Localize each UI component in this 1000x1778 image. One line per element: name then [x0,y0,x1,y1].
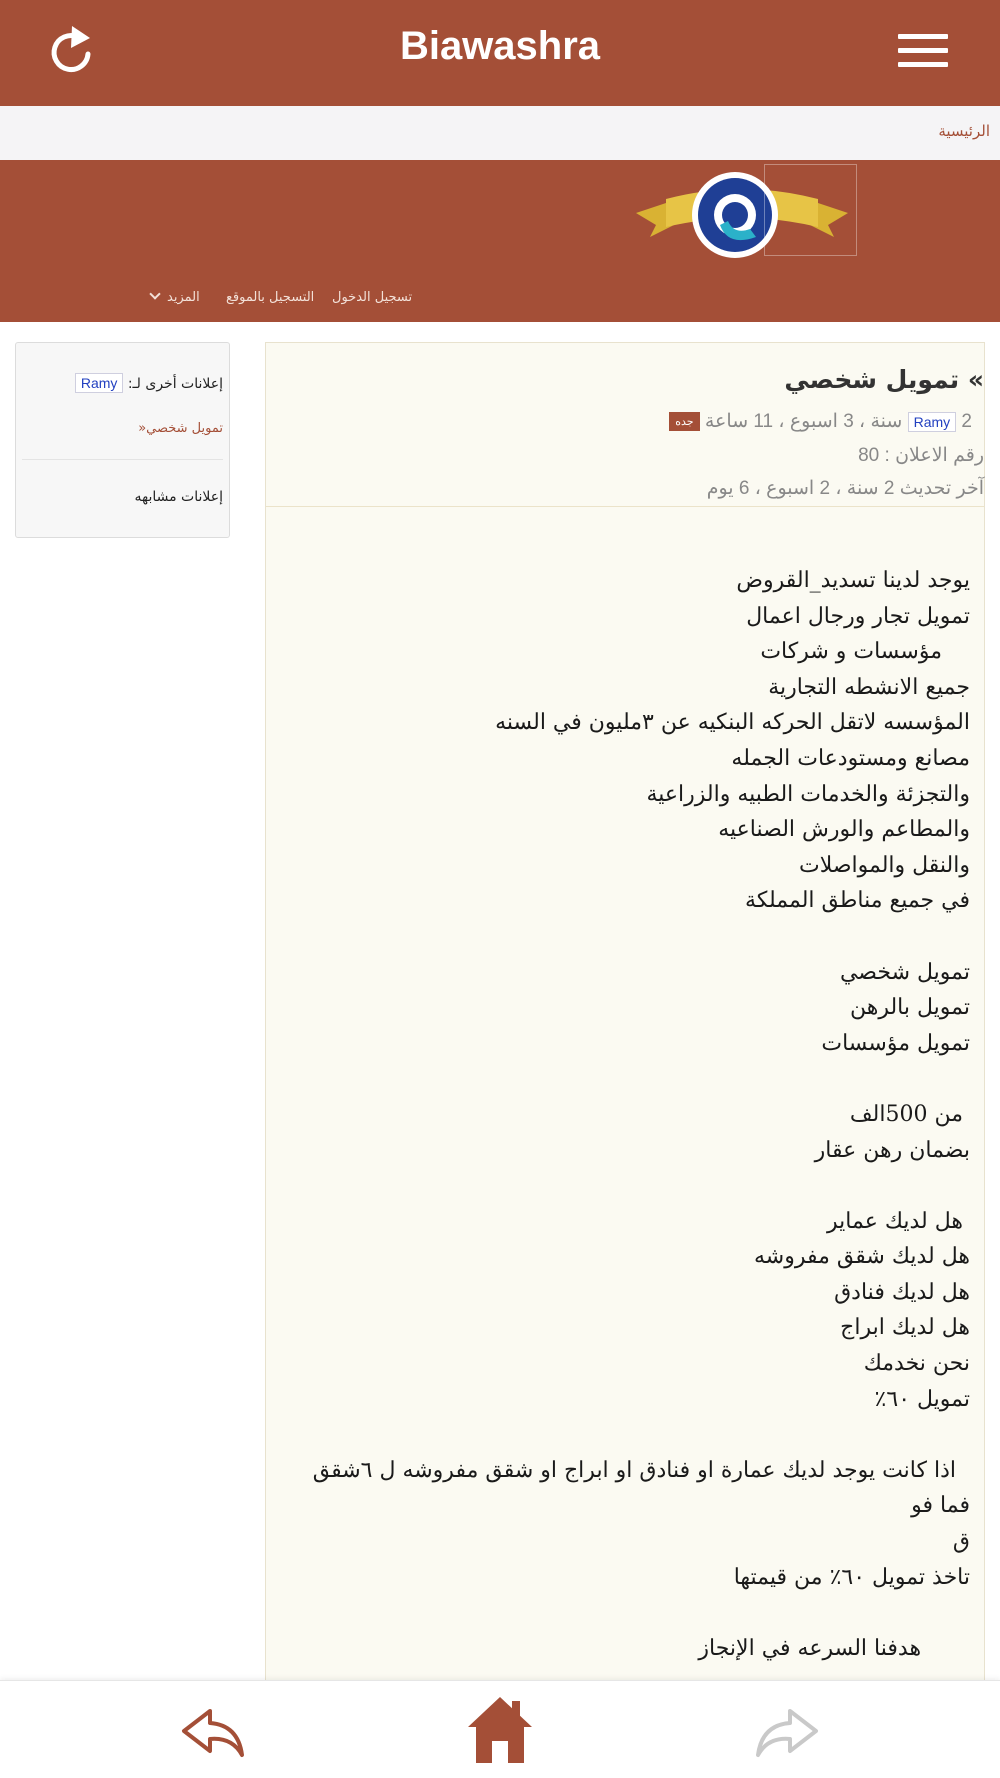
ad-body [286,563,970,1666]
ad-body-line: تمويل تجار ورجال اعمال [746,603,970,629]
ad-body-line: تمويل شخصي [839,959,970,985]
ad-body-line: والتجزئة والخدمات الطبيه والزراعية [646,781,970,807]
ad-body-line: تمويل ٦٠٪ [874,1386,970,1412]
ad-body-line [286,1595,970,1631]
ad-body-line: تمويل مؤسسات [821,1030,970,1056]
chevron-down-icon [149,288,160,299]
ad-body-line: جميع الانشطه التجارية [768,674,970,700]
sidebar-ad-link[interactable]: »تمويل شخصي [138,421,223,436]
hamburger-menu-icon[interactable] [898,34,948,72]
ad-meta [669,410,972,433]
nav-more-label: المزيد [167,290,200,305]
ad-body-line: في جميع مناطق المملكة [745,888,970,914]
ad-body-line: ق [952,1529,970,1555]
app-title: Biawashra [399,24,601,68]
ad-post [265,342,985,1778]
ad-body-line [286,1417,970,1453]
forward-arrow-icon[interactable] [754,1703,820,1759]
top-bar [0,0,1000,106]
ad-age: سنة ، 3 اسبوع ، 11 ساعة [704,411,903,432]
nav-login-link[interactable]: تسجيل الدخول [332,290,413,305]
nav-register-link[interactable]: التسجيل بالموقع [226,290,315,305]
city-badge: جده [669,412,699,431]
ad-body-line: تاخذ تمويل ٦٠٪ من قيمتها [733,1564,970,1590]
ad-body-line: تمويل بالرهن [849,995,970,1021]
ad-body-line: هل لديك فنادق [834,1279,970,1305]
breadcrumb [0,106,1000,160]
ad-body-line: يوجد لدينا تسديد_القروض [736,568,970,593]
sidebar-panel [15,342,230,538]
ad-number: رقم الاعلان : 80 [858,445,984,466]
breadcrumb-home-link[interactable]: الرئيسية [938,122,990,140]
back-arrow-icon[interactable] [180,1703,246,1759]
logo-frame [764,164,857,256]
ad-title: » تمويل شخصي [784,365,984,394]
ad-header [266,343,984,507]
bottom-nav-bar [0,1680,1000,1778]
ad-body-line: اذا كانت يوجد لديك عمارة او فنادق او ابراج او شقق مفروشه ل ٦شقق فما فو [305,1457,970,1519]
other-ads-label: إعلانات أخرى لـ: [127,376,223,392]
ad-body-line: هل لديك شقق مفروشه [754,1244,970,1270]
other-ads-row [75,373,223,393]
ad-user-badge[interactable]: Ramy [908,412,957,432]
ad-body-line: والنقل والمواصلات [798,852,970,878]
ad-body-line [286,919,970,955]
ad-body-line [286,1061,970,1097]
ad-body-line: مؤسسات و شركات [760,639,970,665]
nav-more-dropdown[interactable] [151,290,200,305]
ad-body-line: نحن نخدمك [863,1351,970,1377]
ad-count: 2 [961,411,972,432]
ad-body-line: مصانع ومستودعات الجمله [731,745,970,771]
ad-body-line: والمطاعم والورش الصناعيه [718,817,970,843]
ad-body-line: بضمان رهن عقار [814,1137,970,1163]
ad-body-line: هل لديك عماير [827,1208,970,1234]
similar-ads-label: إعلانات مشابهه [134,489,223,505]
ad-last-update: آخر تحديث 2 سنة ، 2 اسبوع ، 6 يوم [706,478,984,499]
sidebar-divider [22,459,223,460]
sidebar-user-badge[interactable]: Ramy [75,373,124,393]
ad-body-line: المؤسسه لاتقل الحركه البنكيه عن ٣مليون في السنه [495,710,970,736]
ad-body-line [286,1168,970,1204]
site-banner [0,160,1000,322]
home-icon[interactable] [466,1693,534,1765]
ad-body-line: من 500الف [849,1101,970,1127]
ad-body-line: هدفنا السرعه في الإنجاز [698,1635,970,1661]
ad-body-line: هل لديك ابراج [840,1315,970,1341]
